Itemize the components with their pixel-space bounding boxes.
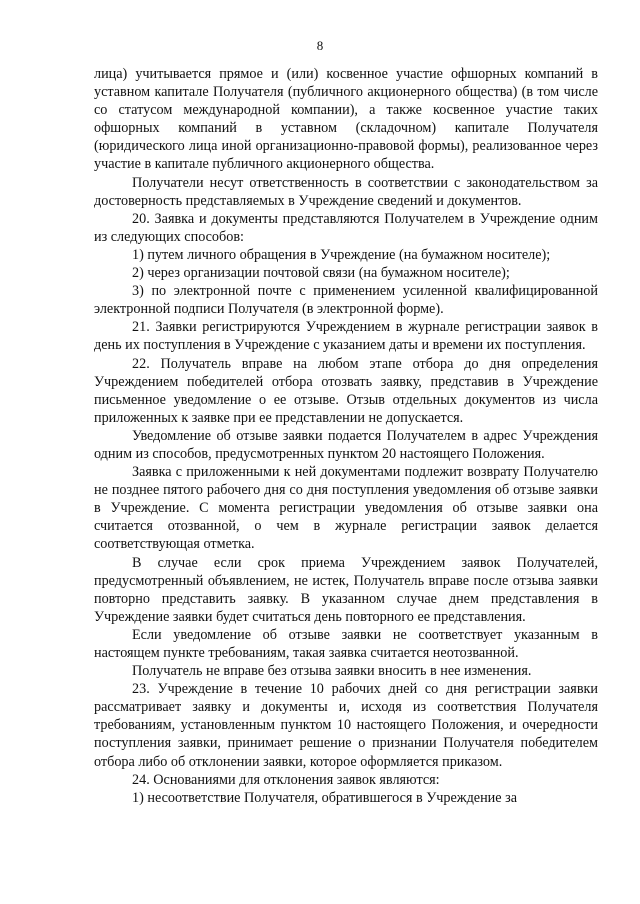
- page-number: 8: [316, 38, 324, 53]
- list-item-method-1: 1) путем личного обращения в Учреждение (на бумажном носителе);: [132, 246, 551, 263]
- paragraph-nonconforming-notice: Если уведомление об отзыве заявки не соответствует указанным в настоящем пункте требованиям, такая заявка считается неотозванной.: [94, 626, 598, 661]
- paragraph-no-changes: Получатель не вправе без отзыва заявки вносить в нее изменения.: [132, 663, 532, 680]
- paragraph-clause-22: 22. Получатель вправе на любом этапе отбора до дня определения Учреждением победителей отбора отозвать заявку, представив в Учреждение письменное уведомление о ее отзыве. Отзыв отдельных документов из числа приложенных к заявке при ее представлении не допускается.: [94, 355, 598, 426]
- paragraph-withdrawal-notice: Уведомление об отзыве заявки подается Получателем в адрес Учреждения одним из способов, предусмотренных пунктом 20 настоящего Положения.: [94, 427, 598, 462]
- paragraph-clause-24: 24. Основаниями для отклонения заявок являются:: [132, 771, 440, 788]
- list-item-method-2: 2) через организации почтовой связи (на бумажном носителе);: [132, 265, 510, 282]
- paragraph-resubmission: В случае если срок приема Учреждением заявок Получателей, предусмотренный объявлением, не истек, Получатель вправе после отзыва заявки повторно представить заявку. В указанном случае днем представления в Учреждение заявки будет считаться день повторного ее представления.: [94, 554, 598, 625]
- paragraph-clause-21: 21. Заявки регистрируются Учреждением в журнале регистрации заявок в день их поступления в Учреждение с указанием даты и времени их поступления.: [94, 319, 598, 354]
- list-item-method-3: 3) по электронной почте с применением усиленной квалифицированной электронной подписи Получателя (в электронной форме).: [94, 283, 598, 318]
- body-text: [94, 65, 598, 807]
- paragraph-continuation: лица) учитывается прямое и (или) косвенное участие офшорных компаний в уставном капитале Получателя (публичного акционерного общества) (в том числе со статусом международной компании), а также косвенное участие таких офшорных компаний в уставном (складочном) капитале Получателя (юридического лица иной организационно-правовой формы), реализованное через участие в капитале публичного акционерного общества.: [94, 66, 598, 173]
- paragraph-responsibility: Получатели несут ответственность в соответствии с законодательством за достоверность представляемых в Учреждение сведений и документов.: [94, 174, 598, 209]
- paragraph-clause-23: 23. Учреждение в течение 10 рабочих дней со дня регистрации заявки рассматривает заявку и документы и, исходя из соответствия Получателя требованиям, установленным пунктом 10 настоящего Положения, и очередности поступления заявки, принимает решение о признании Получателя победителем отбора либо об отклонении заявки, которое оформляется приказом.: [94, 681, 598, 770]
- paragraph-clause-20: 20. Заявка и документы представляются Получателем в Учреждение одним из следующих способов:: [94, 210, 598, 245]
- list-item-rejection-1: 1) несоответствие Получателя, обратившегося в Учреждение за: [132, 789, 518, 806]
- paragraph-application-return: Заявка с приложенными к ней документами подлежит возврату Получателю не позднее пятого рабочего дня со дня поступления уведомления об отзыве заявки в Учреждение. С момента регистрации уведомления об отзыве заявки она считается отозванной, о чем в журнале регистрации заявок делается соответствующая отметка.: [94, 464, 598, 553]
